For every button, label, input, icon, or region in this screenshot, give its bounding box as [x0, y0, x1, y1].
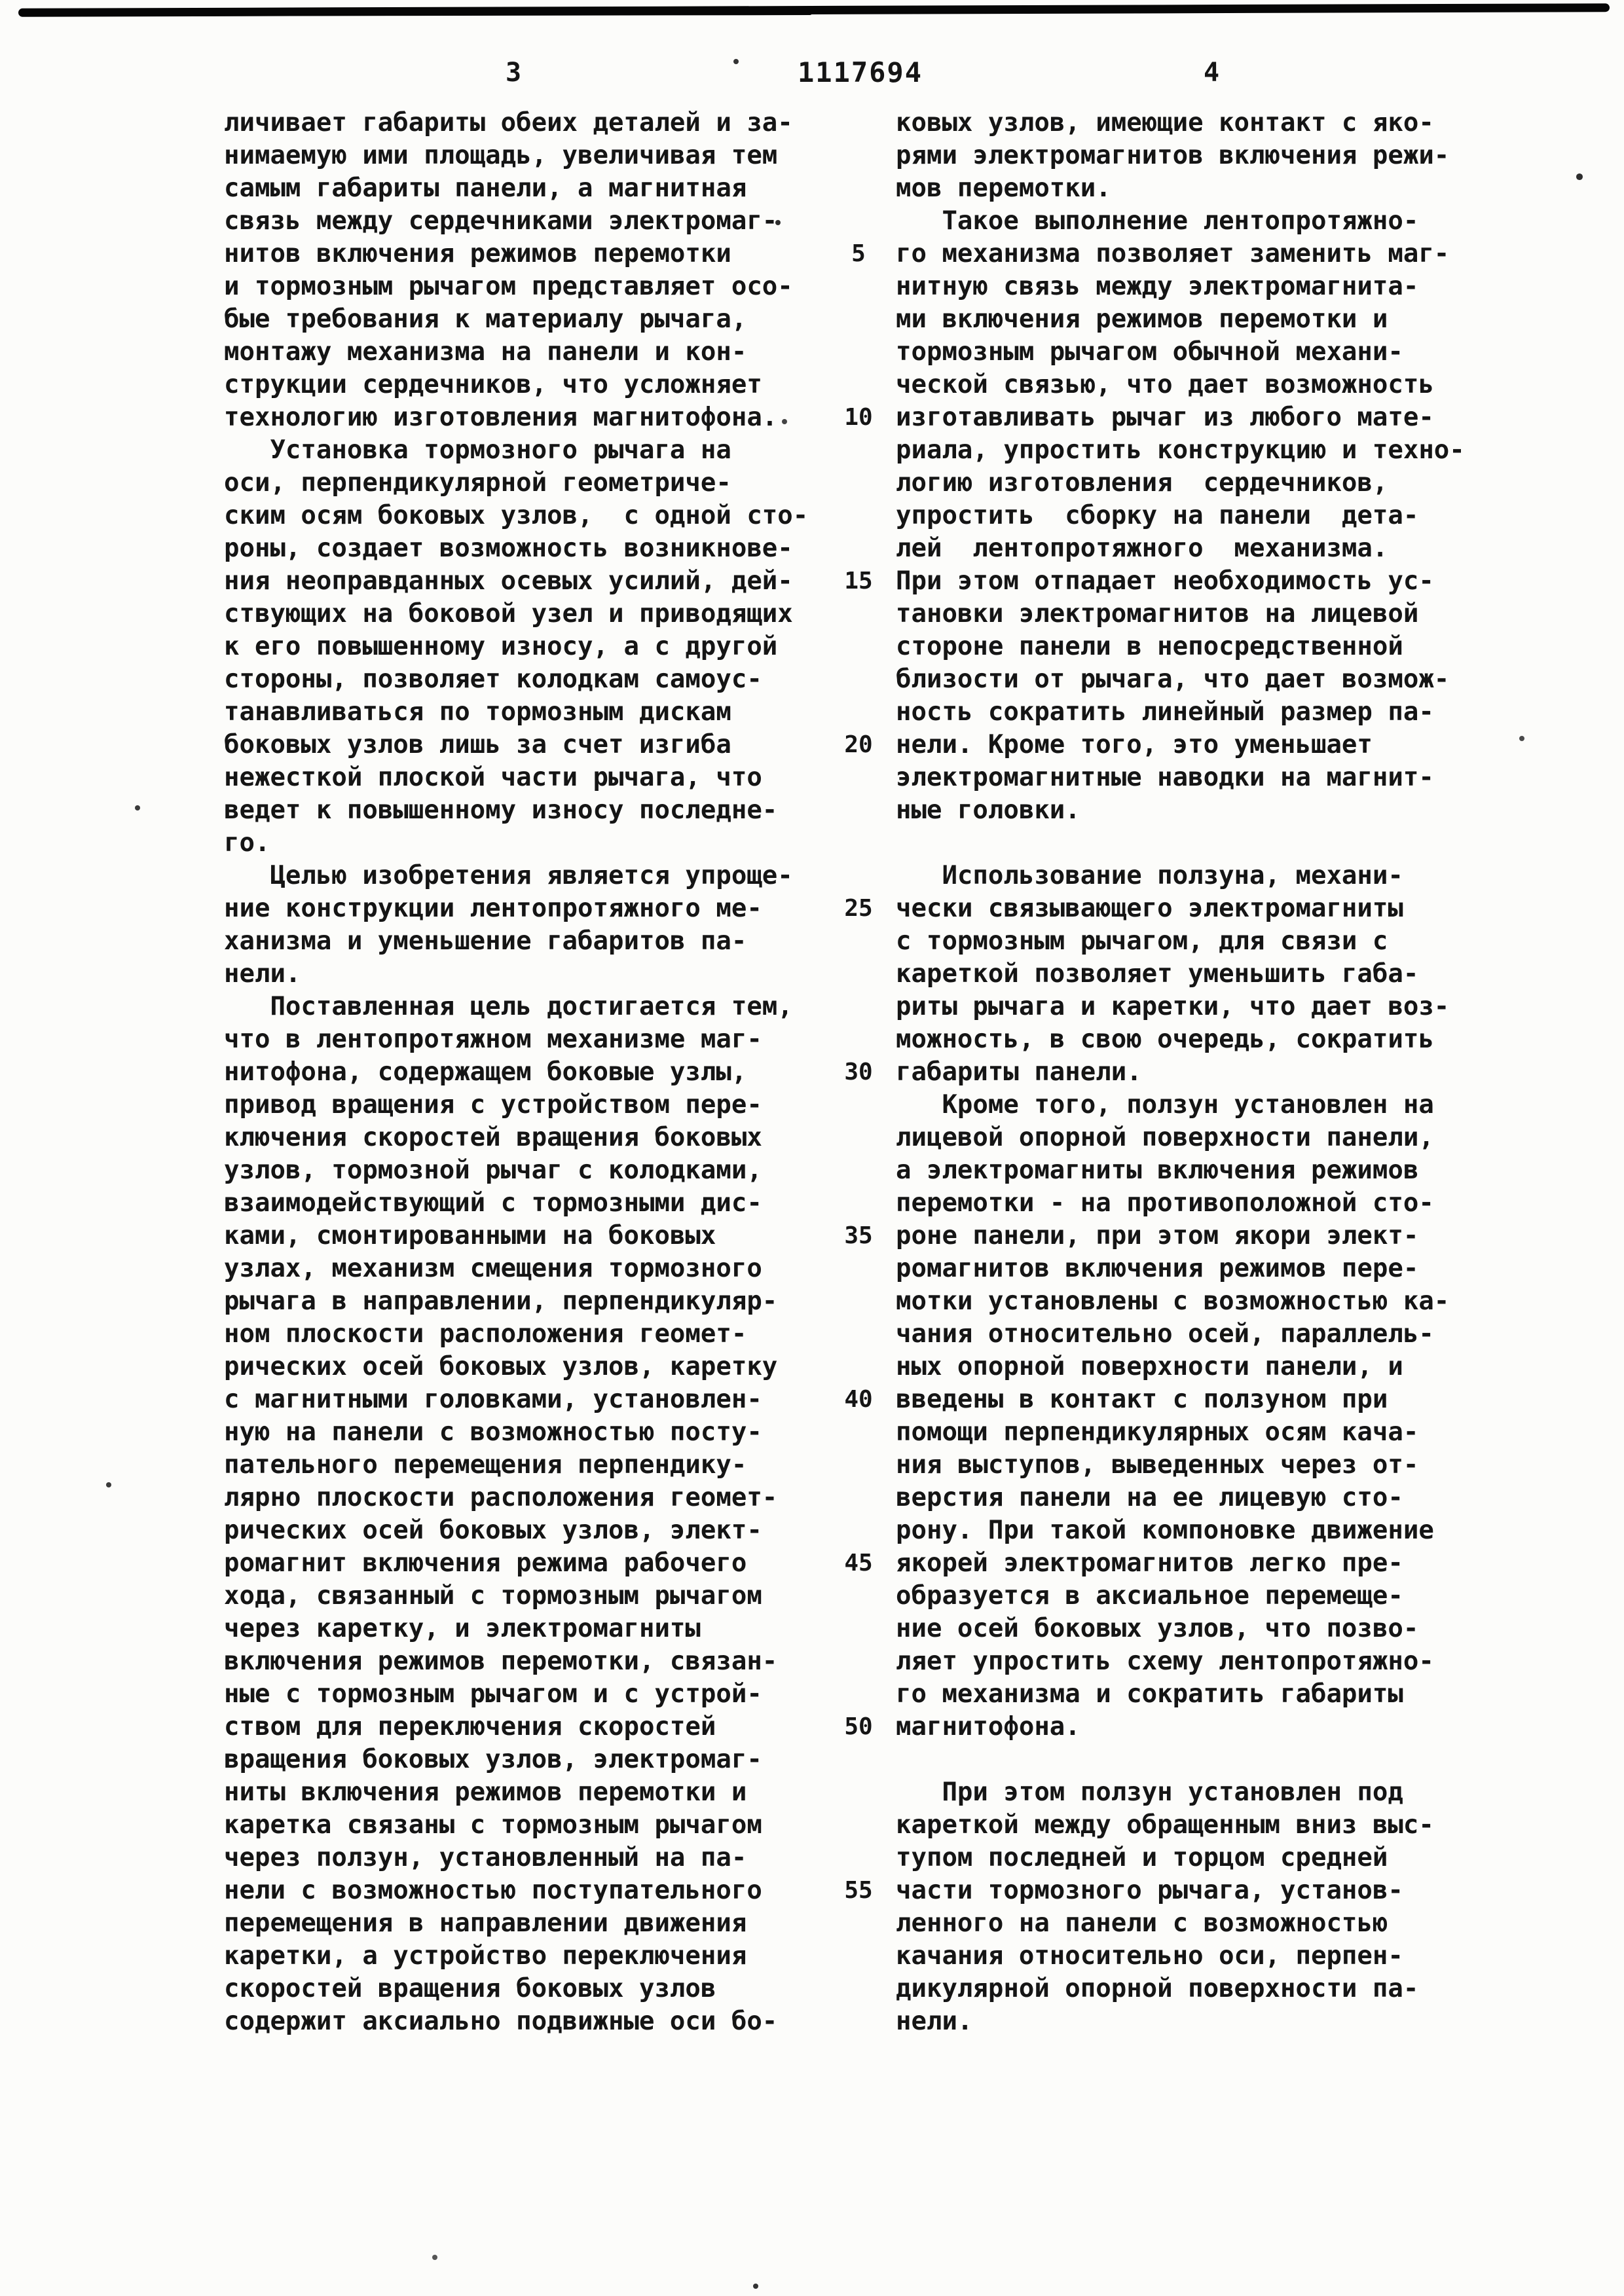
- text-line: технологию изготовления магнитофона.: [224, 403, 778, 432]
- text-line: боковых узлов лишь за счет изгиба: [224, 730, 731, 759]
- patent-number: 1117694: [798, 56, 923, 88]
- text-line: чания относительно осей, параллель-: [896, 1319, 1434, 1349]
- left-text-column: [224, 107, 820, 2038]
- line-number: 5: [851, 240, 866, 267]
- line-number: 20: [844, 731, 873, 758]
- text-line: образуется в аксиальное перемеще-: [896, 1581, 1403, 1611]
- text-line: танавливаться по тормозным дискам: [224, 697, 731, 727]
- text-line: ниты включения режимов перемотки и: [224, 1777, 747, 1807]
- text-line: [896, 827, 1485, 860]
- text-line: риала, упростить конструкцию и техно-: [896, 435, 1465, 465]
- text-line: ния выступов, выведенных через от-: [896, 1450, 1419, 1480]
- line-number: 15: [844, 568, 873, 594]
- line-number: 50: [844, 1713, 873, 1740]
- text-line: и тормозным рычагом представляет осо-: [224, 272, 793, 301]
- text-line: дикулярной опорной поверхности па-: [896, 1974, 1419, 2003]
- text-line: нели. Кроме того, это уменьшает: [896, 730, 1373, 759]
- text-line: верстия панели на ее лицевую сто-: [896, 1483, 1403, 1512]
- text-line: рических осей боковых узлов, элект-: [224, 1516, 762, 1545]
- page-number-right: 4: [1204, 58, 1220, 88]
- text-line: рону. При такой компоновке движение: [896, 1516, 1434, 1545]
- text-line: рями электромагнитов включения режи-: [896, 141, 1450, 170]
- text-line: каретки, а устройство переключения: [224, 1941, 747, 1971]
- text-line: через каретку, и электромагниты: [224, 1614, 701, 1643]
- text-line: ковых узлов, имеющие контакт с яко-: [896, 108, 1434, 137]
- text-line: кареткой позволяет уменьшить габа-: [896, 959, 1419, 989]
- text-line: стороне панели в непосредственной: [896, 632, 1403, 661]
- text-line: ками, смонтированными на боковых: [224, 1221, 716, 1250]
- text-line: содержит аксиально подвижные оси бо-: [224, 2007, 778, 2036]
- text-line: нели.: [224, 959, 301, 989]
- text-line: включения режимов перемотки, связан-: [224, 1647, 778, 1676]
- scan-noise-specks: [0, 0, 3, 3]
- text-line: мотки установлены с возможностью ка-: [896, 1286, 1450, 1316]
- text-line: ных опорной поверхности панели, и: [896, 1352, 1403, 1381]
- text-line: Установка тормозного рычага на: [224, 435, 731, 465]
- text-line: узлах, механизм смещения тормозного: [224, 1254, 762, 1283]
- text-line: ные головки.: [896, 795, 1080, 825]
- text-line: нитную связь между электромагнита-: [896, 272, 1419, 301]
- text-line: При этом ползун установлен под: [896, 1777, 1403, 1807]
- text-line: го механизма и сократить габариты: [896, 1679, 1403, 1709]
- text-line: лей лентопротяжного механизма.: [896, 534, 1388, 563]
- line-number: 35: [844, 1222, 873, 1249]
- text-line: что в лентопротяжном механизме маг-: [224, 1025, 762, 1054]
- text-line: лярно плоскости расположения геомет-: [224, 1483, 778, 1512]
- text-line: взаимодействующий с тормозными дис-: [224, 1188, 762, 1218]
- text-line: ханизма и уменьшение габаритов па-: [224, 926, 747, 956]
- right-text-column: [896, 107, 1485, 2038]
- text-line: ключения скоростей вращения боковых: [224, 1123, 762, 1152]
- text-line: близости от рычага, что дает возмож-: [896, 665, 1450, 694]
- text-line: нели.: [896, 2007, 973, 2036]
- text-line: тановки электромагнитов на лицевой: [896, 599, 1419, 629]
- text-line: габариты панели.: [896, 1057, 1142, 1087]
- text-line: оси, перпендикулярной геометриче-: [224, 468, 731, 498]
- text-line: перемещения в направлении движения: [224, 1908, 747, 1938]
- text-line: изготавливать рычаг из любого мате-: [896, 403, 1434, 432]
- text-line: ние осей боковых узлов, что позво-: [896, 1614, 1419, 1643]
- text-line: ством для переключения скоростей: [224, 1712, 716, 1741]
- text-line: ведет к повышенному износу последне-: [224, 795, 778, 825]
- text-line: якорей электромагнитов легко пре-: [896, 1548, 1403, 1578]
- text-line: ляет упростить схему лентопротяжно-: [896, 1647, 1434, 1676]
- line-number: 55: [844, 1877, 873, 1904]
- text-line: ческой связью, что дает возможность: [896, 370, 1434, 399]
- text-line: узлов, тормозной рычаг с колодками,: [224, 1156, 762, 1185]
- text-line: нимаемую ими площадь, увеличивая тем: [224, 141, 778, 170]
- line-number: 10: [844, 404, 873, 431]
- text-line: логию изготовления сердечников,: [896, 468, 1388, 498]
- text-line: бые требования к материалу рычага,: [224, 304, 747, 334]
- text-line: а электромагниты включения режимов: [896, 1156, 1419, 1185]
- text-line: ном плоскости расположения геомет-: [224, 1319, 747, 1349]
- text-line: пательного перемещения перпендику-: [224, 1450, 747, 1480]
- text-line: роне панели, при этом якори элект-: [896, 1221, 1419, 1250]
- text-line: ность сократить линейный размер па-: [896, 697, 1434, 727]
- text-line: ромагнит включения режима рабочего: [224, 1548, 747, 1578]
- text-line: можность, в свою очередь, сократить: [896, 1025, 1434, 1054]
- text-line: к его повышенному износу, а с другой: [224, 632, 778, 661]
- text-line: Такое выполнение лентопротяжно-: [896, 206, 1419, 236]
- text-line: Поставленная цель достигается тем,: [224, 992, 793, 1021]
- text-line: с тормозным рычагом, для связи с: [896, 926, 1388, 956]
- page-number-left: 3: [506, 58, 522, 88]
- text-line: каретка связаны с тормозным рычагом: [224, 1810, 762, 1840]
- text-line: мов перемотки.: [896, 173, 1111, 203]
- text-line: тупом последней и торцом средней: [896, 1843, 1388, 1872]
- text-line: перемотки - на противоположной сто-: [896, 1188, 1434, 1218]
- text-line: личивает габариты обеих деталей и за-: [224, 108, 793, 137]
- gutter-line-numbers: [829, 238, 888, 2038]
- text-line: стороны, позволяет колодкам самоус-: [224, 665, 762, 694]
- text-line: риты рычага и каретки, что дает воз-: [896, 992, 1450, 1021]
- text-line: упростить сборку на панели дета-: [896, 501, 1419, 530]
- text-line: ми включения режимов перемотки и: [896, 304, 1388, 334]
- text-line: связь между сердечниками электромаг-: [224, 206, 778, 236]
- text-line: ные с тормозным рычагом и с устрой-: [224, 1679, 762, 1709]
- text-line: чески связывающего электромагниты: [896, 894, 1403, 923]
- text-line: части тормозного рычага, установ-: [896, 1876, 1403, 1905]
- text-line: го.: [224, 828, 270, 858]
- text-line: лицевой опорной поверхности панели,: [896, 1123, 1434, 1152]
- line-number: 30: [844, 1059, 873, 1085]
- text-line: нитофона, содержащем боковые узлы,: [224, 1057, 747, 1087]
- text-line: ромагнитов включения режимов пере-: [896, 1254, 1419, 1283]
- text-line: тормозным рычагом обычной механи-: [896, 337, 1403, 367]
- text-line: ленного на панели с возможностью: [896, 1908, 1388, 1938]
- text-line: рычага в направлении, перпендикуляр-: [224, 1286, 778, 1316]
- text-line: качания относительно оси, перпен-: [896, 1941, 1403, 1971]
- text-line: нитов включения режимов перемотки: [224, 239, 731, 268]
- text-line: хода, связанный с тормозным рычагом: [224, 1581, 762, 1611]
- text-line: вращения боковых узлов, электромаг-: [224, 1745, 762, 1774]
- text-line: При этом отпадает необходимость ус-: [896, 566, 1434, 596]
- text-line: го механизма позволяет заменить маг-: [896, 239, 1450, 268]
- line-number: 45: [844, 1550, 873, 1576]
- line-number: 25: [844, 895, 873, 922]
- text-line: ную на панели с возможностью посту-: [224, 1417, 762, 1447]
- text-line: электромагнитные наводки на магнит-: [896, 763, 1434, 792]
- text-line: скоростей вращения боковых узлов: [224, 1974, 716, 2003]
- text-line: нежесткой плоской части рычага, что: [224, 763, 762, 792]
- text-line: кареткой между обращенным вниз выс-: [896, 1810, 1434, 1840]
- text-line: ским осям боковых узлов, с одной сто-: [224, 501, 809, 530]
- text-line: с магнитными головками, установлен-: [224, 1385, 762, 1414]
- text-line: нели с возможностью поступательного: [224, 1876, 762, 1905]
- text-line: рических осей боковых узлов, каретку: [224, 1352, 778, 1381]
- text-line: Использование ползуна, механи-: [896, 861, 1403, 890]
- text-line: помощи перпендикулярных осям кача-: [896, 1417, 1419, 1447]
- text-line: Кроме того, ползун установлен на: [896, 1090, 1434, 1120]
- text-line: через ползун, установленный на па-: [224, 1843, 747, 1872]
- text-line: самым габариты панели, а магнитная: [224, 173, 747, 203]
- text-line: ния неоправданных осевых усилий, дей-: [224, 566, 793, 596]
- text-line: [896, 1743, 1485, 1776]
- text-line: магнитофона.: [896, 1712, 1080, 1741]
- line-number: 40: [844, 1386, 873, 1413]
- text-line: привод вращения с устройством пере-: [224, 1090, 762, 1120]
- text-line: роны, создает возможность возникнове-: [224, 534, 793, 563]
- text-line: ствующих на боковой узел и приводящих: [224, 599, 793, 629]
- text-line: Целью изобретения является упроще-: [224, 861, 793, 890]
- text-line: монтажу механизма на панели и кон-: [224, 337, 747, 367]
- text-line: струкции сердечников, что усложняет: [224, 370, 762, 399]
- text-line: введены в контакт с ползуном при: [896, 1385, 1388, 1414]
- scan-edge-artifact: [79, 11, 812, 16]
- text-line: ние конструкции лентопротяжного ме-: [224, 894, 762, 923]
